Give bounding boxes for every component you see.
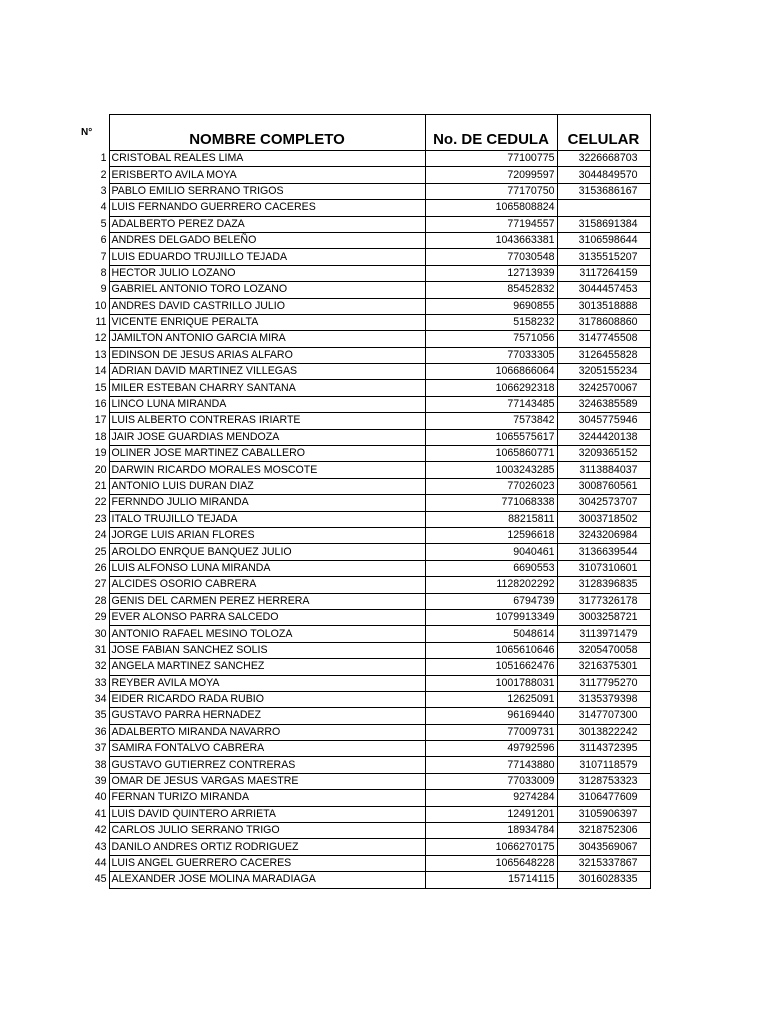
header-name: NOMBRE COMPLETO xyxy=(109,115,425,151)
row-number: 21 xyxy=(77,478,109,494)
row-number: 29 xyxy=(77,609,109,625)
table-row xyxy=(77,855,650,871)
table-row xyxy=(77,659,650,675)
cedula-cell: 96169440 xyxy=(425,708,557,724)
celular-cell: 3216375301 xyxy=(557,659,650,675)
cedula-cell: 12596618 xyxy=(425,527,557,543)
cedula-cell: 77170750 xyxy=(425,183,557,199)
row-number: 43 xyxy=(77,839,109,855)
cedula-cell: 1066292318 xyxy=(425,380,557,396)
celular-cell: 3013822242 xyxy=(557,724,650,740)
table-row xyxy=(77,314,650,330)
full-name-cell: ITALO TRUJILLO TEJADA xyxy=(109,511,425,527)
header-number: N° xyxy=(81,127,93,138)
row-number: 41 xyxy=(77,806,109,822)
full-name-cell: JORGE LUIS ARIAN FLORES xyxy=(109,527,425,543)
table-row xyxy=(77,642,650,658)
full-name-cell: ANTONIO LUIS DURAN DIAZ xyxy=(109,478,425,494)
celular-cell: 3105906397 xyxy=(557,806,650,822)
cedula-cell: 1065860771 xyxy=(425,446,557,462)
table-row xyxy=(77,478,650,494)
row-number: 3 xyxy=(77,183,109,199)
table-row xyxy=(77,216,650,232)
full-name-cell: MILER ESTEBAN CHARRY SANTANA xyxy=(109,380,425,396)
celular-cell: 3008760561 xyxy=(557,478,650,494)
table-row xyxy=(77,511,650,527)
celular-cell: 3135515207 xyxy=(557,249,650,265)
full-name-cell: AROLDO ENRQUE BANQUEZ JULIO xyxy=(109,544,425,560)
cedula-cell: 77100775 xyxy=(425,151,557,167)
row-number: 5 xyxy=(77,216,109,232)
full-name-cell: LUIS EDUARDO TRUJILLO TEJADA xyxy=(109,249,425,265)
cedula-cell: 9690855 xyxy=(425,298,557,314)
row-number: 11 xyxy=(77,314,109,330)
cedula-cell: 85452832 xyxy=(425,282,557,298)
table-row xyxy=(77,347,650,363)
table-row xyxy=(77,839,650,855)
row-number: 19 xyxy=(77,446,109,462)
row-number: 14 xyxy=(77,364,109,380)
full-name-cell: GENIS DEL CARMEN PEREZ HERRERA xyxy=(109,593,425,609)
celular-cell: 3147745508 xyxy=(557,331,650,347)
row-number: 30 xyxy=(77,626,109,642)
celular-cell: 3003718502 xyxy=(557,511,650,527)
row-number: 25 xyxy=(77,544,109,560)
celular-cell: 3016028335 xyxy=(557,872,650,888)
celular-cell: 3226668703 xyxy=(557,151,650,167)
table-row xyxy=(77,626,650,642)
full-name-cell: HECTOR JULIO LOZANO xyxy=(109,265,425,281)
celular-cell: 3003258721 xyxy=(557,609,650,625)
full-name-cell: ERISBERTO AVILA MOYA xyxy=(109,167,425,183)
row-number: 37 xyxy=(77,741,109,757)
cedula-cell: 1065575617 xyxy=(425,429,557,445)
full-name-cell: EDINSON DE JESUS ARIAS ALFARO xyxy=(109,347,425,363)
row-number: 15 xyxy=(77,380,109,396)
cedula-cell: 7573842 xyxy=(425,413,557,429)
table-row xyxy=(77,298,650,314)
cedula-cell: 12625091 xyxy=(425,691,557,707)
full-name-cell: ANDRES DAVID CASTRILLO JULIO xyxy=(109,298,425,314)
table-row xyxy=(77,560,650,576)
full-name-cell: ADALBERTO PEREZ DAZA xyxy=(109,216,425,232)
table-body xyxy=(77,151,650,889)
row-number: 28 xyxy=(77,593,109,609)
row-number: 2 xyxy=(77,167,109,183)
table-row xyxy=(77,429,650,445)
table-row xyxy=(77,167,650,183)
full-name-cell: ALEXANDER JOSE MOLINA MARADIAGA xyxy=(109,872,425,888)
row-number: 44 xyxy=(77,855,109,871)
table-row xyxy=(77,380,650,396)
full-name-cell: ANGELA MARTINEZ SANCHEZ xyxy=(109,659,425,675)
cedula-cell: 1065808824 xyxy=(425,200,557,216)
table-row xyxy=(77,232,650,248)
celular-cell: 3158691384 xyxy=(557,216,650,232)
row-number: 23 xyxy=(77,511,109,527)
row-number: 10 xyxy=(77,298,109,314)
row-number: 22 xyxy=(77,495,109,511)
table-row xyxy=(77,527,650,543)
table-row xyxy=(77,249,650,265)
table-row xyxy=(77,364,650,380)
full-name-cell: GUSTAVO GUTIERREZ CONTRERAS xyxy=(109,757,425,773)
full-name-cell: SAMIRA FONTALVO CABRERA xyxy=(109,741,425,757)
full-name-cell: FERNNDO JULIO MIRANDA xyxy=(109,495,425,511)
full-name-cell: JAIR JOSE GUARDIAS MENDOZA xyxy=(109,429,425,445)
celular-cell: 3246385589 xyxy=(557,396,650,412)
cedula-cell: 1065648228 xyxy=(425,855,557,871)
cedula-cell: 9040461 xyxy=(425,544,557,560)
row-number: 34 xyxy=(77,691,109,707)
table-row xyxy=(77,724,650,740)
row-number: 38 xyxy=(77,757,109,773)
cedula-cell: 15714115 xyxy=(425,872,557,888)
table-row xyxy=(77,331,650,347)
row-number: 1 xyxy=(77,151,109,167)
table-row xyxy=(77,773,650,789)
celular-cell: 3013518888 xyxy=(557,298,650,314)
row-number: 8 xyxy=(77,265,109,281)
celular-cell: 3205155234 xyxy=(557,364,650,380)
full-name-cell: LUIS ANGEL GUERRERO CACERES xyxy=(109,855,425,871)
row-number: 33 xyxy=(77,675,109,691)
cedula-cell: 6794739 xyxy=(425,593,557,609)
cedula-cell: 7571056 xyxy=(425,331,557,347)
row-number: 18 xyxy=(77,429,109,445)
row-number: 16 xyxy=(77,396,109,412)
cedula-cell: 77030548 xyxy=(425,249,557,265)
row-number: 31 xyxy=(77,642,109,658)
celular-cell: 3107118579 xyxy=(557,757,650,773)
table-row xyxy=(77,183,650,199)
celular-cell: 3218752306 xyxy=(557,823,650,839)
cedula-cell: 9274284 xyxy=(425,790,557,806)
full-name-cell: LUIS ALBERTO CONTRERAS IRIARTE xyxy=(109,413,425,429)
cedula-cell: 49792596 xyxy=(425,741,557,757)
cedula-cell: 12491201 xyxy=(425,806,557,822)
row-number: 9 xyxy=(77,282,109,298)
table-row xyxy=(77,544,650,560)
header-row xyxy=(77,115,650,151)
full-name-cell: LUIS DAVID QUINTERO ARRIETA xyxy=(109,806,425,822)
table-row xyxy=(77,200,650,216)
celular-cell: 3044849570 xyxy=(557,167,650,183)
cedula-cell: 1066270175 xyxy=(425,839,557,855)
cedula-cell: 77143485 xyxy=(425,396,557,412)
cedula-cell: 77194557 xyxy=(425,216,557,232)
table-row xyxy=(77,823,650,839)
row-number: 17 xyxy=(77,413,109,429)
table-row xyxy=(77,396,650,412)
row-number: 13 xyxy=(77,347,109,363)
full-name-cell: ADRIAN DAVID MARTINEZ VILLEGAS xyxy=(109,364,425,380)
full-name-cell: ADALBERTO MIRANDA NAVARRO xyxy=(109,724,425,740)
celular-cell: 3209365152 xyxy=(557,446,650,462)
cedula-cell: 1003243285 xyxy=(425,462,557,478)
full-name-cell: LINCO LUNA MIRANDA xyxy=(109,396,425,412)
full-name-cell: FERNAN TURIZO MIRANDA xyxy=(109,790,425,806)
full-name-cell: JOSE FABIAN SANCHEZ SOLIS xyxy=(109,642,425,658)
table-row xyxy=(77,757,650,773)
celular-cell: 3126455828 xyxy=(557,347,650,363)
row-number: 6 xyxy=(77,232,109,248)
row-number: 32 xyxy=(77,659,109,675)
row-number: 20 xyxy=(77,462,109,478)
table-row xyxy=(77,151,650,167)
row-number: 4 xyxy=(77,200,109,216)
table-row xyxy=(77,741,650,757)
celular-cell: 3128753323 xyxy=(557,773,650,789)
cedula-cell: 1065610646 xyxy=(425,642,557,658)
header-cedula: No. DE CEDULA xyxy=(425,115,557,151)
celular-cell: 3136639544 xyxy=(557,544,650,560)
cedula-cell: 1001788031 xyxy=(425,675,557,691)
table-row xyxy=(77,872,650,888)
table-row xyxy=(77,691,650,707)
celular-cell: 3107310601 xyxy=(557,560,650,576)
row-number: 42 xyxy=(77,823,109,839)
celular-cell: 3178608860 xyxy=(557,314,650,330)
cedula-cell: 72099597 xyxy=(425,167,557,183)
celular-cell: 3113971479 xyxy=(557,626,650,642)
row-number: 24 xyxy=(77,527,109,543)
row-number: 12 xyxy=(77,331,109,347)
cedula-cell: 5048614 xyxy=(425,626,557,642)
cedula-cell: 6690553 xyxy=(425,560,557,576)
cedula-cell: 5158232 xyxy=(425,314,557,330)
table-row xyxy=(77,446,650,462)
table-row xyxy=(77,593,650,609)
cedula-cell: 12713939 xyxy=(425,265,557,281)
row-number: 26 xyxy=(77,560,109,576)
celular-cell: 3042573707 xyxy=(557,495,650,511)
cedula-cell: 77033009 xyxy=(425,773,557,789)
celular-cell: 3215337867 xyxy=(557,855,650,871)
cedula-cell: 18934784 xyxy=(425,823,557,839)
celular-cell: 3147707300 xyxy=(557,708,650,724)
full-name-cell: OLINER JOSE MARTINEZ CABALLERO xyxy=(109,446,425,462)
cedula-cell: 771068338 xyxy=(425,495,557,511)
full-name-cell: ANTONIO RAFAEL MESINO TOLOZA xyxy=(109,626,425,642)
celular-cell: 3044457453 xyxy=(557,282,650,298)
celular-cell: 3205470058 xyxy=(557,642,650,658)
cedula-cell: 88215811 xyxy=(425,511,557,527)
row-number: 45 xyxy=(77,872,109,888)
cedula-cell: 77033305 xyxy=(425,347,557,363)
table-row xyxy=(77,282,650,298)
celular-cell: 3128396835 xyxy=(557,577,650,593)
table-row xyxy=(77,462,650,478)
celular-cell: 3113884037 xyxy=(557,462,650,478)
full-name-cell: OMAR DE JESUS VARGAS MAESTRE xyxy=(109,773,425,789)
header-celular: CELULAR xyxy=(557,115,650,151)
full-name-cell: DARWIN RICARDO MORALES MOSCOTE xyxy=(109,462,425,478)
table-row xyxy=(77,265,650,281)
full-name-cell: VICENTE ENRIQUE PERALTA xyxy=(109,314,425,330)
celular-cell: 3117795270 xyxy=(557,675,650,691)
table-header xyxy=(77,115,650,151)
full-name-cell: DANILO ANDRES ORTIZ RODRIGUEZ xyxy=(109,839,425,855)
full-name-cell: ALCIDES OSORIO CABRERA xyxy=(109,577,425,593)
celular-cell: 3043569067 xyxy=(557,839,650,855)
table-row xyxy=(77,609,650,625)
row-number: 7 xyxy=(77,249,109,265)
full-name-cell: EIDER RICARDO RADA RUBIO xyxy=(109,691,425,707)
cedula-cell: 1066866064 xyxy=(425,364,557,380)
table-row xyxy=(77,790,650,806)
celular-cell: 3242570067 xyxy=(557,380,650,396)
row-number: 36 xyxy=(77,724,109,740)
full-name-cell: CARLOS JULIO SERRANO TRIGO xyxy=(109,823,425,839)
cedula-cell: 77026023 xyxy=(425,478,557,494)
full-name-cell: LUIS FERNANDO GUERRERO CACERES xyxy=(109,200,425,216)
full-name-cell: PABLO EMILIO SERRANO TRIGOS xyxy=(109,183,425,199)
celular-cell: 3153686167 xyxy=(557,183,650,199)
cedula-cell: 1043663381 xyxy=(425,232,557,248)
celular-cell: 3244420138 xyxy=(557,429,650,445)
full-name-cell: ANDRES DELGADO BELEÑO xyxy=(109,232,425,248)
table-row xyxy=(77,708,650,724)
cedula-cell: 77009731 xyxy=(425,724,557,740)
table-row xyxy=(77,495,650,511)
celular-cell: 3177326178 xyxy=(557,593,650,609)
full-name-cell: CRISTOBAL REALES LIMA xyxy=(109,151,425,167)
table-row xyxy=(77,413,650,429)
row-number: 35 xyxy=(77,708,109,724)
cedula-cell: 1051662476 xyxy=(425,659,557,675)
celular-cell: 3106477609 xyxy=(557,790,650,806)
full-name-cell: GABRIEL ANTONIO TORO LOZANO xyxy=(109,282,425,298)
full-name-cell: EVER ALONSO PARRA SALCEDO xyxy=(109,609,425,625)
full-name-cell: GUSTAVO PARRA HERNADEZ xyxy=(109,708,425,724)
cedula-cell: 77143880 xyxy=(425,757,557,773)
celular-cell: 3106598644 xyxy=(557,232,650,248)
table-row xyxy=(77,577,650,593)
row-number: 27 xyxy=(77,577,109,593)
cedula-cell: 1128202292 xyxy=(425,577,557,593)
roster-table xyxy=(77,114,651,889)
cedula-cell: 1079913349 xyxy=(425,609,557,625)
table-row xyxy=(77,675,650,691)
full-name-cell: LUIS ALFONSO LUNA MIRANDA xyxy=(109,560,425,576)
row-number: 39 xyxy=(77,773,109,789)
celular-cell: 3243206984 xyxy=(557,527,650,543)
full-name-cell: JAMILTON ANTONIO GARCIA MIRA xyxy=(109,331,425,347)
table-row xyxy=(77,806,650,822)
celular-cell: 3135379398 xyxy=(557,691,650,707)
row-number: 40 xyxy=(77,790,109,806)
celular-cell xyxy=(557,200,650,216)
full-name-cell: REYBER AVILA MOYA xyxy=(109,675,425,691)
celular-cell: 3117264159 xyxy=(557,265,650,281)
celular-cell: 3114372395 xyxy=(557,741,650,757)
celular-cell: 3045775946 xyxy=(557,413,650,429)
